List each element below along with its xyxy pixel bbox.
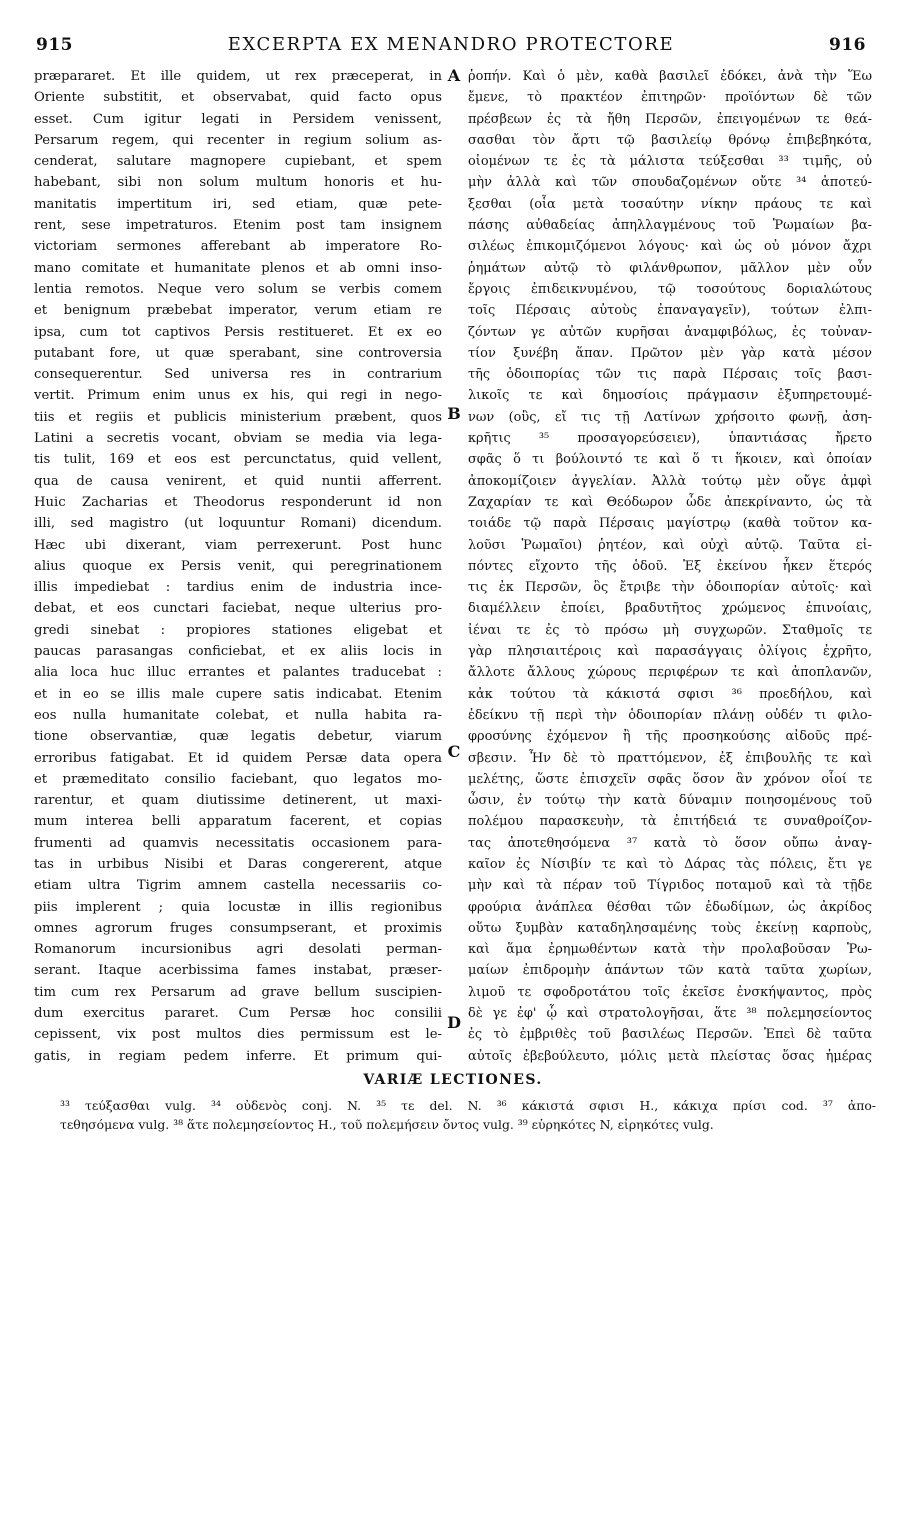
latin-text-line: rent, sese impetraturos. Etenim post tam insignem (34, 218, 442, 234)
greek-text-line: δὲ γε ἐφ' ᾧ καὶ στρατολογῆσαι, ἅτε ³⁸ πολεμησείοντος (468, 1006, 872, 1022)
latin-text-line: tis tulit, 169 et eos est percunctatus, quid vellent, (34, 452, 442, 468)
variant-reading-line: τεθησόμενα vulg. ³⁸ ἅτε πολεμησείοντος H., τοῦ πολεμήσειν ὄντος vulg. ³⁹ εὑρηκότες N, εἰρηκότες vulg. (60, 1117, 714, 1132)
greek-text-line: φροσύνης ἐχόμενον ἢ τῆς προσηκούσης αἰδοῦς πρέ- (468, 729, 872, 745)
latin-column (34, 66, 442, 1066)
greek-text-line: μελέτης, ὥστε ἐπισχεῖν σφᾶς ὅσον ἂν χρόνον οἷοί τε (468, 771, 872, 787)
latin-text-line: tione observantiæ, quæ legatis debetur, viarum (34, 729, 442, 745)
greek-text-line: οἰομένων τε ἐς τὰ μάλιστα τεύξεσθαι ³³ τιμῆς, οὐ (468, 154, 872, 170)
variae-lectiones-notes (60, 1096, 876, 1134)
greek-text-line: κρῆτις ³⁵ προσαγορεύσειεν), ὑπαντιάσας ἤρετο (468, 431, 872, 447)
latin-text-line: lentia remotos. Neque vero solum se verbis comem (34, 281, 442, 297)
latin-text-line: habebant, sibi non solum multum honoris et hu- (34, 175, 442, 191)
greek-text-line: φρούρια ἀνάπλεα θέσθαι τῶν ἐδωδίμων, ὡς ἀκρίδος (468, 899, 872, 915)
greek-text-line: ἄλλοτε ἄλλους χώρους περιφέρων τε καὶ ἀποπλανῶν, (468, 665, 872, 681)
greek-text-line: ἰέναι τε ἐς τὸ πρόσω μὴ συγχωρῶν. Σταθμοῖς τε (468, 622, 872, 638)
latin-text-line: Persarum regem, qui recenter in regium solium as- (34, 132, 442, 148)
latin-text-line: præpararet. Et ille quidem, ut rex præceperat, in (34, 69, 442, 84)
greek-text-line: τις ἐκ Περσῶν, ὃς ἔτριβε τὴν ὁδοιπορίαν αὐτοῖς· καὶ (468, 580, 872, 596)
greek-text-line: πόντες εἴχοντο τῆς ὁδοῦ. Ἐξ ἐκείνου ἧκεν ἕτερός (468, 558, 872, 574)
latin-text-line: gatis, in regiam pedem inferre. Et primum qui- (34, 1048, 442, 1064)
greek-text-line: ἀποκομίζοιεν ἀγγελίαν. Ἀλλὰ τούτῳ μὲν οὔγε ἀμφὶ (468, 473, 872, 489)
greek-text-line: ξεσθαι (οἷα μετὰ τοσαύτην νίκην πράους τε καὶ (468, 196, 872, 212)
greek-text-line: πολέμου παρασκευὴν, τὰ ἐπιτήδειά τε συναθροίζον- (468, 814, 872, 830)
latin-text-line: vertit. Primum enim unus ex his, qui regi in nego- (34, 388, 442, 404)
latin-text-line: erroribus fatigabat. Et id quidem Persæ data opera (34, 750, 442, 766)
latin-text-line: paucas parasangas conficiebat, et ex aliis locis in (34, 644, 442, 660)
latin-text-line: dum exercitus pararet. Cum Persæ hoc consilii (34, 1006, 442, 1022)
greek-text-line: τας ἀποτεθησόμενα ³⁷ κατὰ τὸ ὅσον οὔπω ἀναγ- (468, 835, 872, 851)
latin-text-line: Hæc ubi dixerant, viam perrexerunt. Post hunc (34, 537, 442, 553)
greek-text-line: μὴν ἀλλὰ καὶ τῶν σπουδαζομένων οὔτε ³⁴ ἀποτεύ- (468, 175, 872, 191)
greek-text-line: τίον ξυνέβη ἅπαν. Πρῶτον μὲν γὰρ κατὰ μέσον (468, 345, 872, 361)
latin-text-line: debat, et eos cunctari faciebat, neque ulterius pro- (34, 601, 442, 617)
greek-text-line: σβεσιν. Ἦν δὲ τὸ πραττόμενον, ἐξ ἐπιβουλῆς τε καὶ (468, 750, 872, 766)
greek-text-line: λοῦσι Ῥωμαῖοι) ῥητέον, καὶ οὐχὶ αὐτῷ. Ταῦτα εἰ- (468, 537, 872, 553)
latin-text-line: consequerentur. Sed universa res in contrarium (34, 367, 442, 383)
latin-text-line: illis impediebat : tardius enim de industria ince- (34, 580, 442, 596)
latin-text-line: serant. Itaque acerbissima fames instabat, præser- (34, 963, 442, 979)
latin-text-line: qua de causa venirent, et quid nuntii afferrent. (34, 473, 442, 489)
latin-text-line: omnes agrorum fruges consumpserant, et proximis (34, 920, 442, 936)
greek-text-line: ἐς τὸ ἐμβριθὲς τοῦ βασιλέως Περσῶν. Ἐπεὶ δὲ ταῦτα (468, 1027, 872, 1043)
greek-text-line: τοιάδε τῷ παρὰ Πέρσαις μαγίστρῳ (καθὰ τοῦτον κα- (468, 516, 872, 532)
greek-text-line: ἔμενε, τὸ πρακτέον ἐπιτηρῶν· προϊόντων δὲ τῶν (468, 90, 872, 106)
greek-text-line: ῥημάτων αὐτῷ τὸ φιλάνθρωπον, μᾶλλον μὲν οὖν (468, 260, 872, 276)
latin-text-line: Oriente substitit, et observabat, quid facto opus (34, 90, 442, 106)
page-header (36, 34, 866, 64)
latin-text-line: Latini a secretis vocant, obviam se media via lega- (34, 431, 442, 447)
margin-marker-d: D (447, 1013, 461, 1032)
greek-text-line: νων (οὓς, εἴ τις τῇ Λατίνων χρήσοιτο φωνῇ, ἀση- (468, 409, 872, 425)
left-page-number: 915 (36, 35, 73, 55)
latin-text-line: rarentur, et quam diutissime detinerent, ut maxi- (34, 793, 442, 809)
greek-text-line: ἐδείκνυ τῇ περὶ τὴν ὁδοιπορίαν πλάνῃ οὐδέν τι φιλο- (468, 707, 872, 723)
latin-text-line: gredi sinebat : propiores stationes eligebat et (34, 622, 442, 638)
latin-text-line: ipsa, cum tot captivos Persis restitueret. Et ex eo (34, 324, 442, 340)
greek-text-line: τοῖς Πέρσαις αὐτοὺς ἐπαναγαγεῖν), τούτων ἐλπι- (468, 303, 872, 319)
greek-text-line: αὐτοῖς ἐβεβούλευτο, μόλις μετὰ πλείστας ὅσας ἡμέρας (468, 1048, 872, 1064)
variae-lectiones-title: VARIÆ LECTIONES. (363, 1072, 543, 1088)
greek-text-line: ἔργοις ἐπιδεικνυμένου, τῷ τοσούτους δοριαλώτους (468, 281, 872, 297)
latin-text-line: mum interea belli apparatum facerent, et copias (34, 814, 442, 830)
greek-text-line: σφᾶς ὅ τι βούλοιντό τε καὶ ὅ τι ἥκοιεν, καὶ ὁποίαν (468, 452, 872, 468)
latin-text-line: cenderat, salutare magnopere cupiebant, et spem (34, 154, 442, 170)
greek-text-line: ζόντων γε αὐτῶν κυρῆσαι ἀναμφιβόλως, ἐς τοὐναν- (468, 324, 872, 340)
latin-text-line: Huic Zacharias et Theodorus responderunt id non (34, 494, 442, 510)
greek-text-line: λιμοῦ τε σφοδροτάτου τοῖς ἐκεῖσε ἐνσκήψαντος, πρὸς (468, 984, 872, 1000)
greek-text-line: οὕτω ξυμβὰν καταδηλησαμένης τοὺς ἐκείνῃ καρποὺς, (468, 920, 872, 936)
latin-text-line: et in eo se illis male cupere satis indicabat. Etenim (34, 686, 442, 702)
right-page-number: 916 (829, 35, 866, 55)
greek-text-line: πάσης αὐθαδείας ἀπηλλαγμένους τοῦ Ῥωμαίων βα- (468, 218, 872, 234)
latin-text-line: cepissent, vix post multos dies permissum est le- (34, 1027, 442, 1043)
latin-text-line: alius quoque ex Persis venit, qui peregrinationem (34, 558, 442, 574)
latin-text-line: et benignum præbebat imperator, verum etiam re (34, 303, 442, 319)
latin-text-line: tiis et regiis et publicis ministerium præbent, quos (34, 409, 442, 425)
latin-text-line: manitatis impertitum iri, sed etiam, quæ pete- (34, 196, 442, 212)
running-title: EXCERPTA EX MENANDRO PROTECTORE (227, 34, 675, 55)
margin-marker-c: C (447, 742, 461, 761)
latin-text-line: tim cum rex Persarum ad grave bellum suscipien- (34, 984, 442, 1000)
greek-text-line: σασθαι τὸν ἄρτι τῷ βασιλείῳ θρόνῳ ἐπιβεβηκότα, (468, 132, 872, 148)
greek-text-line: κἀκ τούτου τὰ κάκιστά σφισι ³⁶ προεδήλου, καὶ (468, 686, 872, 702)
latin-text-line: Romanorum incursionibus agri desolati perman- (34, 942, 442, 958)
latin-text-line: tas in urbibus Nisibi et Daras congererent, atque (34, 856, 442, 872)
greek-text-line: σιλέως ἐπικομιζόμενοι λόγους· καὶ ὡς οὐ μόνον ἄχρι (468, 239, 872, 255)
latin-text-line: alia loca huc illuc errantes et palantes traducebat : (34, 665, 442, 681)
variant-reading-line: ³³ τεύξασθαι vulg. ³⁴ οὐδενὸς conj. N. ³⁵ τε del. N. ³⁶ κάκιστά σφισι H., κάκιχα πρίσι cod. ³⁷ ἀπο- (60, 1098, 876, 1113)
greek-text-line: καῖον ἐς Νίσιβίν τε καὶ τὸ Δάρας τὰς πόλεις, ἔτι γε (468, 856, 872, 872)
greek-column (468, 66, 872, 1066)
margin-marker-b: B (447, 404, 461, 423)
greek-text-line: μὴν καὶ τὰ πέραν τοῦ Τίγριδος ποταμοῦ καὶ τὰ τῇδε (468, 878, 872, 894)
latin-text-line: putabant fore, ut quæ sperabant, sine controversia (34, 345, 442, 361)
latin-text-line: mano comitate et humanitate plenos et ab omni inso- (34, 260, 442, 276)
latin-text-line: et præmeditato consilio faciebant, quo legatos mo- (34, 771, 442, 787)
latin-text-line: frumenti ad quamvis necessitatis occasionem para- (34, 835, 442, 851)
greek-text-line: τῆς ὁδοιπορίας τῶν τις παρὰ Πέρσαις τοῖς βασι- (468, 367, 872, 383)
latin-text-line: esset. Cum igitur legati in Persidem venissent, (34, 111, 442, 127)
margin-marker-a: A (447, 66, 461, 85)
greek-text-line: πρέσβεων ἐς τὰ ἤθη Περσῶν, ἐπειγομένων τε θεά- (468, 111, 872, 127)
greek-text-line: διαμέλλειν ἐποίει, βραδυτῆτος χρώμενος ἐπινοίαις, (468, 601, 872, 617)
greek-text-line: ὦσιν, ἐν τούτῳ τὴν κατὰ δύναμιν ποιησομένους τοῦ (468, 793, 872, 809)
latin-text-line: etiam ultra Tigrim amnem castella necessariis co- (34, 878, 442, 894)
greek-text-line: ῥοπήν. Καὶ ὁ μὲν, καθὰ βασιλεῖ ἐδόκει, ἀνὰ τὴν Ἕω (468, 69, 872, 84)
latin-text-line: victoriam sermones afferebant ab imperatore Ro- (34, 239, 442, 255)
greek-text-line: Ζαχαρίαν τε καὶ Θεόδωρον ὧδε ἀπεκρίναντο, ὡς τὰ (468, 494, 872, 510)
greek-text-line: καὶ ἅμα ἐρημωθέντων κατὰ τὴν προλαβοῦσαν Ῥω- (468, 942, 872, 958)
latin-text-line: piis implerent ; quia locustæ in illis regionibus (34, 899, 442, 915)
greek-text-line: γὰρ πλησιαιτέροις καὶ παρασάγγαις ὀλίγοις ἐχρῆτο, (468, 644, 872, 660)
greek-text-line: μαίων ἐπιδρομὴν ἁπάντων τῶν κατὰ ταῦτα χωρίων, (468, 963, 872, 979)
latin-text-line: eos nulla humanitate colebat, et nulla habita ra- (34, 707, 442, 723)
greek-text-line: λικοῖς τε καὶ δημοσίοις πράγμασιν ἐξυπηρετουμέ- (468, 388, 872, 404)
latin-text-line: illi, sed magistro (ut loquuntur Romani) dicendum. (34, 516, 442, 532)
